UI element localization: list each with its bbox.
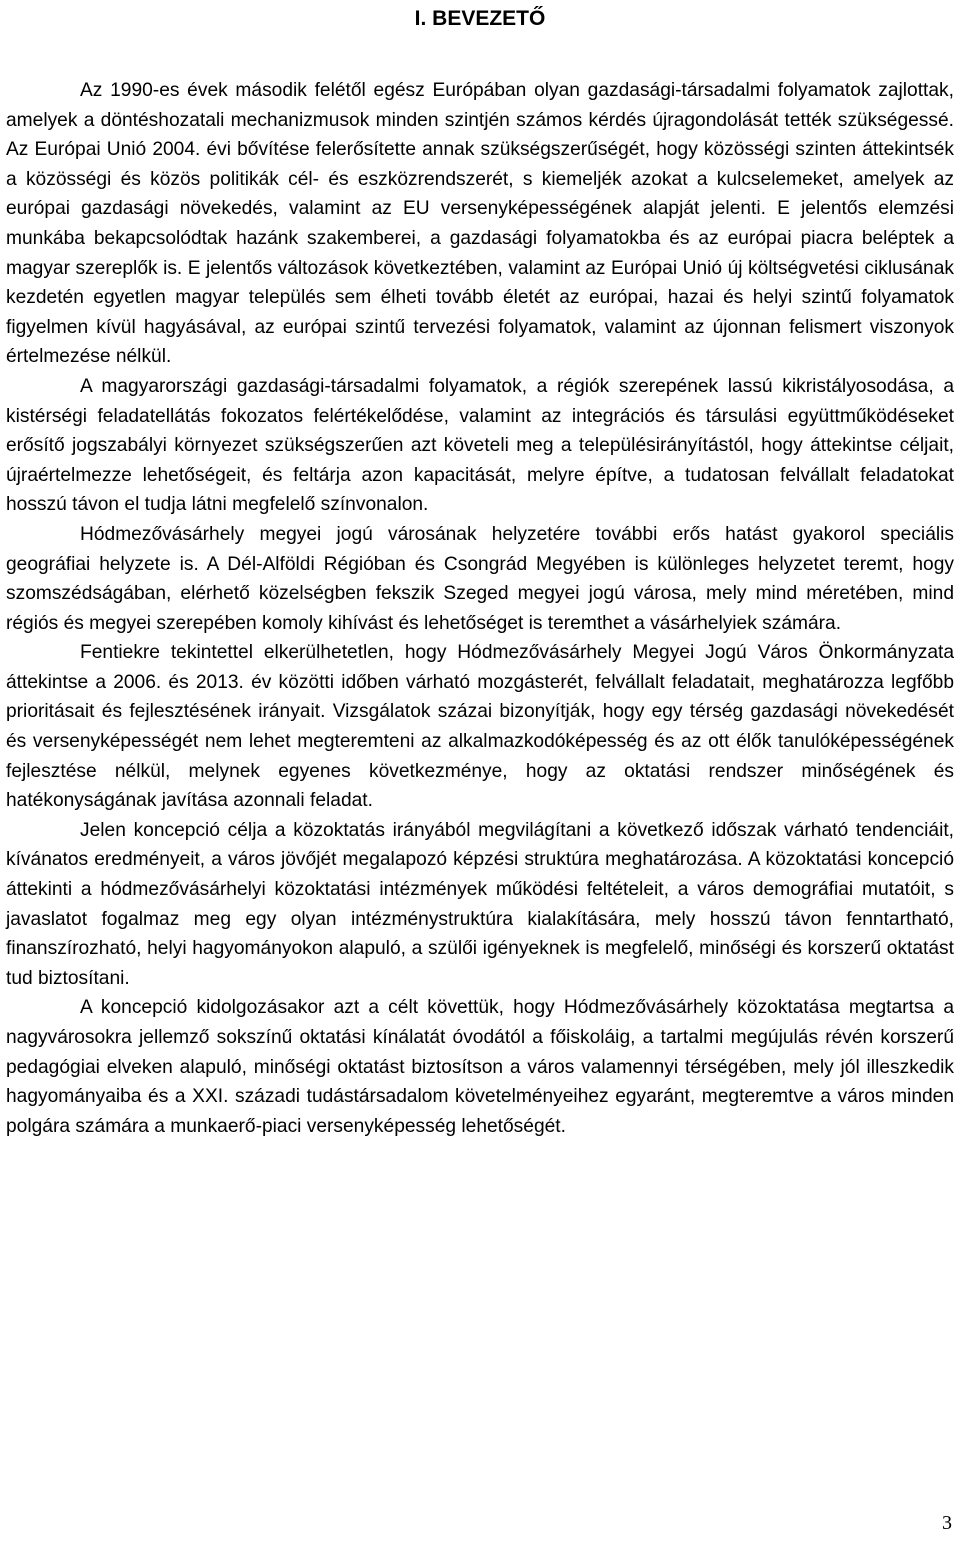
page-number: 3 — [942, 1512, 952, 1534]
paragraph: Jelen koncepció célja a közoktatás irányából megvilágítani a következő időszak várható tendenciáit, kívánatos eredményeit, a város jövőjét megalapozó képzési struktúra meghatározása. A közoktatási koncepció áttekinti a hódmezővásárhelyi közoktatási intézmények működési feltételeit, a város demográfiai mutatóit, s javaslatot fogalmaz meg egy olyan intézménystruktúra kialakítására, mely hosszú távon fenntartható, finanszírozható, helyi hagyományokon alapuló, a szülői igényeknek is megfelelő, minőségi és korszerű oktatást tud biztosítani. — [6, 819, 954, 989]
body-text — [6, 76, 954, 1141]
section-heading: I. BEVEZETŐ — [414, 7, 546, 30]
paragraph: A magyarországi gazdasági-társadalmi folyamatok, a régiók szerepének lassú kikristályosodása, a kistérségi feladatellátás fokozatos felértékelődése, valamint az integrációs és társulási együttműködéseket erősítő jogszabályi környezet szükségszerűen azt követeli meg a településirányítástól, hogy áttekintse céljait, újraértelmezze lehetőségeit, és feltárja azon kapacitását, melyre építve, a tudatosan felvállalt feladatokat hosszú távon el tudja látni megfelelő színvonalon. — [6, 375, 954, 516]
paragraph: Fentiekre tekintettel elkerülhetetlen, hogy Hódmezővásárhely Megyei Jogú Város Önkormányzata áttekintse a 2006. és 2013. év közötti időben várható mozgásterét, felvállalt feladatait, meghatározza legfőbb prioritásait és fejlesztésének irányait. Vizsgálatok százai bizonyítják, hogy egy térség gazdasági növekedését és versenyképességét nem lehet megteremteni az alkalmazkodóképesség és az ott élők tanulóképességének fejlesztése nélkül, melynek egyenes következménye, hogy az oktatási rendszer minőségének és hatékonyságának javítása azonnali feladat. — [6, 642, 954, 812]
document-page — [6, 0, 954, 1141]
paragraph: Hódmezővásárhely megyei jogú városának helyzetére további erős hatást gyakorol speciális geográfiai helyzete is. A Dél-Alföldi Régióban és Csongrád Megyében is különleges helyzetet teremt, hogy szomszédságában, elérhető közelségben fekszik Szeged megyei jogú városa, mely mind méretében, mind régiós és megyei szerepében komoly kihívást és lehetőséget is teremthet a vásárhelyiek számára. — [6, 523, 954, 634]
paragraph: Az 1990-es évek második felétől egész Európában olyan gazdasági-társadalmi folyamatok zajlottak, amelyek a döntéshozatali mechanizmusok minden szintjén számos kérdés újragondolását tették szükségessé. Az Európai Unió 2004. évi bővítése felerősítette annak szükségszerűségét, hogy közösségi szinten áttekintsék a közösségi és közös politikák cél- és eszközrendszerét, s kiemeljék azokat a kulcselemeket, amelyek az európai gazdasági növekedés, valamint az EU versenyképességének alapját jelenti. E jelentős elemzési munkába bekapcsolódtak hazánk szakemberei, a gazdasági folyamatokba és az európai piacra beléptek a magyar szereplők is. E jelentős változások következtében, valamint az Európai Unió új költségvetési ciklusának kezdetén egyetlen magyar település sem élheti tovább életét az európai, hazai és helyi szintű folyamatok figyelmen kívül hagyásával, az európai szintű tervezési folyamatok, valamint az újonnan felismert viszonyok értelmezése nélkül. — [6, 80, 954, 368]
paragraph: A koncepció kidolgozásakor azt a célt követtük, hogy Hódmezővásárhely közoktatása megtartsa a nagyvárosokra jellemző sokszínű oktatási kínálatát óvodától a főiskoláig, a tartalmi megújulás révén korszerű pedagógiai elveken alapuló, minőségi oktatást biztosítson a város valamennyi térségében, mely jól illeszkedik hagyományaiba és a XXI. századi tudástársadalom követelményeihez egyaránt, megteremtve a város minden polgára számára a munkaerő-piaci versenyképesség lehetőségét. — [6, 997, 954, 1137]
